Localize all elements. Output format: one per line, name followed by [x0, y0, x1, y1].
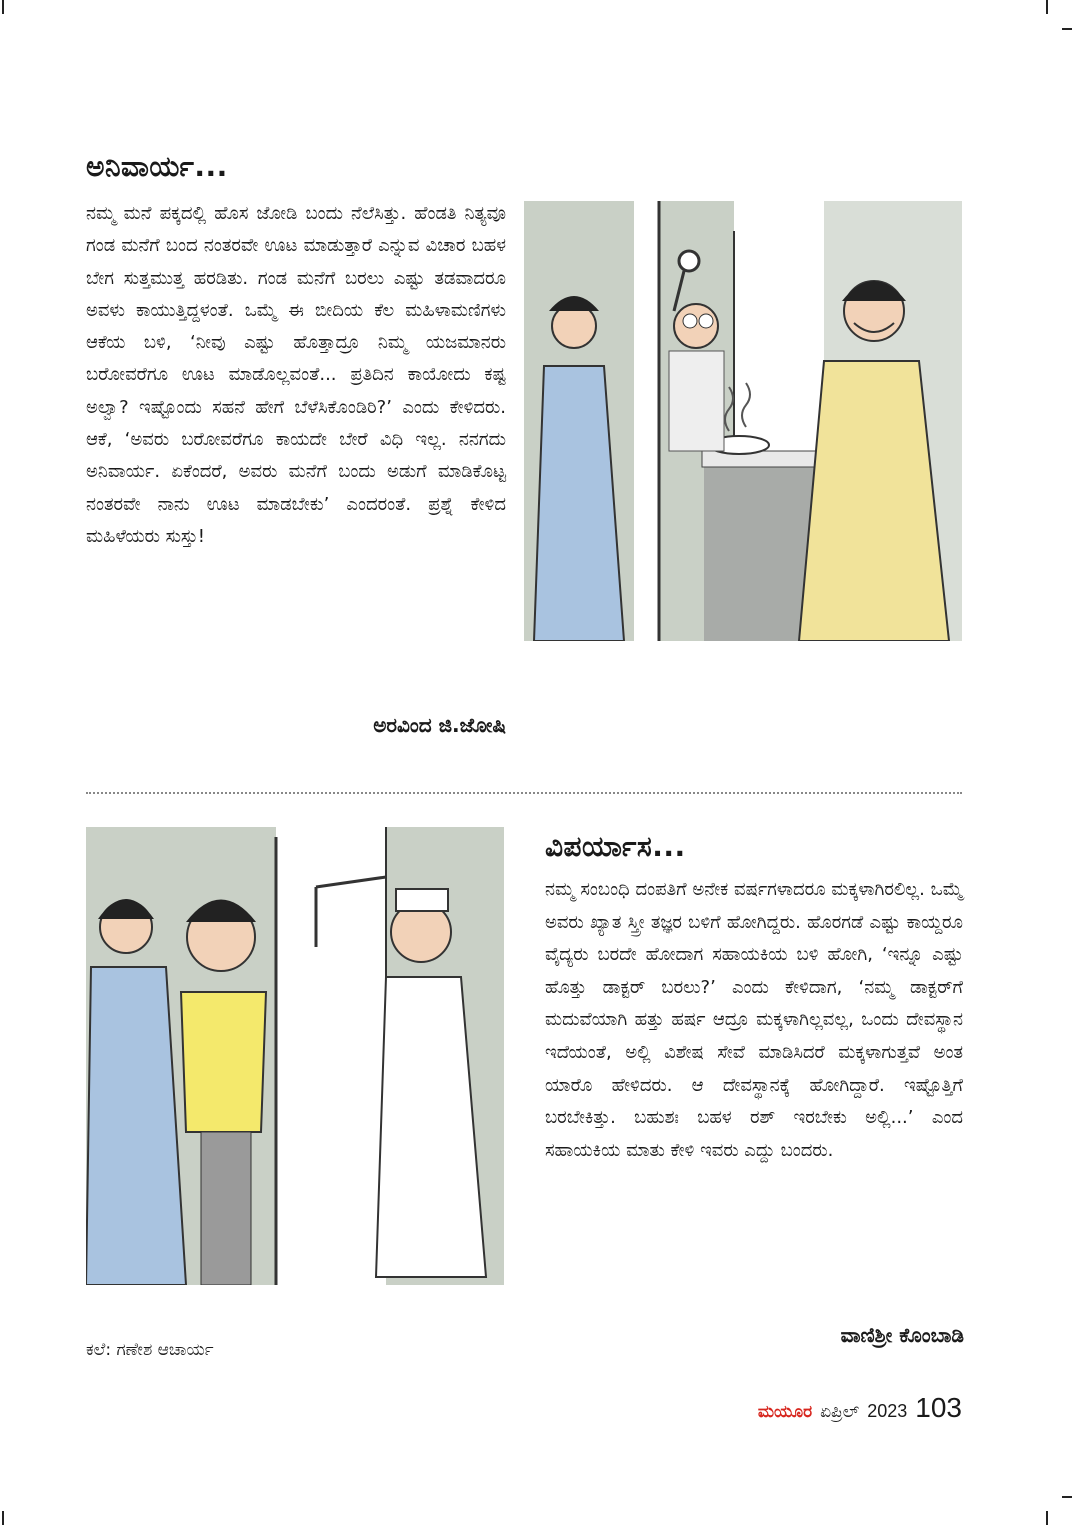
crop-mark	[2, 0, 4, 14]
crop-mark	[1062, 1496, 1072, 1498]
story1-author: ಅರವಿಂದ ಜಿ.ಜೋಷಿ	[373, 713, 506, 737]
story2-author: ವಾಣಿಶ್ರೀ ಕೊಂಬಾಡಿ	[840, 1323, 964, 1347]
magazine-brand: ಮಯೂರ	[757, 1402, 813, 1422]
crop-mark	[1046, 0, 1048, 14]
issue-year: 2023	[867, 1401, 908, 1421]
crop-mark	[2, 1511, 4, 1525]
story1-body: ನಮ್ಮ ಮನೆ ಪಕ್ಕದಲ್ಲಿ ಹೊಸ ಜೋಡಿ ಬಂದು ನೆಲೆಸಿತ್ತು. ಹೆಂಡತಿ ನಿತ್ಯವೂ ಗಂಡ ಮನೆಗೆ ಬಂದ ನಂತರವೇ ಊಟ ಮಾಡುತ್ತಾರೆ ಎನ್ನುವ ವಿಚಾರ ಬಹಳ ಬೇಗ ಸುತ್ತಮುತ್ತ ಹರಡಿತು. ಗಂಡ ಮನೆಗೆ ಬರಲು ಎಷ್ಟು ತಡವಾದರೂ ಅವಳು ಕಾಯುತ್ತಿದ್ದಳಂತೆ. ಒಮ್ಮೆ ಈ ಬೀದಿಯ ಕೆಲ ಮಹಿಳಾಮಣಿಗಳು ಆಕೆಯ ಬಳಿ, ‘ನೀವು ಎಷ್ಟು ಹೊತ್ತಾದ್ರೂ ನಿಮ್ಮ ಯಜಮಾನರು ಬರೋವರೆಗೂ ಊಟ ಮಾಡೊಲ್ಲವಂತೆ... ಪ್ರತಿದಿನ ಕಾಯೋದು ಕಷ್ಟ ಅಲ್ವಾ? ಇಷ್ಟೊಂದು ಸಹನೆ ಹೇಗೆ ಬೆಳೆಸಿಕೊಂಡಿರಿ?’ ಎಂದು ಕೇಳಿದರು. ಆಕೆ, ‘ಅವರು ಬರೋವರೆಗೂ ಕಾಯದೇ ಬೇರೆ ವಿಧಿ ಇಲ್ಲ. ನನಗದು ಅನಿವಾರ್ಯ. ಏಕೆಂದರೆ, ಅವರು ಮನೆಗೆ ಬಂದು ಅಡುಗೆ ಮಾಡಿಕೊಟ್ಟ ನಂತರವೇ ನಾನು ಊಟ ಮಾಡಬೇಕು’ ಎಂದರಂತೆ. ಪ್ರಶ್ನೆ ಕೇಳಿದ ಮಹಿಳೆಯರು ಸುಸ್ತು!	[86, 203, 506, 547]
illustration-clinic-cartoon	[86, 827, 504, 1285]
kitchen-cartoon-drawing	[524, 201, 962, 641]
story2-body: ನಮ್ಮ ಸಂಬಂಧಿ ದಂಪತಿಗೆ ಅನೇಕ ವರ್ಷಗಳಾದರೂ ಮಕ್ಕಳಾಗಿರಲಿಲ್ಲ. ಒಮ್ಮೆ ಅವರು ಖ್ಯಾತ ಸ್ತ್ರೀ ತಜ್ಞರ ಬಳಿಗೆ ಹೋಗಿದ್ದರು. ಹೊರಗಡೆ ಎಷ್ಟು ಕಾಯ್ದರೂ ವೈದ್ಯರು ಬರದೇ ಹೋದಾಗ ಸಹಾಯಕಿಯ ಬಳಿ ಹೋಗಿ, ‘ಇನ್ನೂ ಎಷ್ಟು ಹೊತ್ತು ಡಾಕ್ಟರ್ ಬರಲು?’ ಎಂದು ಕೇಳಿದಾಗ, ‘ನಮ್ಮ ಡಾಕ್ಟರ್‌ಗೆ ಮದುವೆಯಾಗಿ ಹತ್ತು ಹರ್ಷ ಆದ್ರೂ ಮಕ್ಕಳಾಗಿಲ್ಲವಲ್ಲ, ಒಂದು ದೇವಸ್ಥಾನ ಇದೆಯಂತೆ, ಅಲ್ಲಿ ವಿಶೇಷ ಸೇವೆ ಮಾಡಿಸಿದರೆ ಮಕ್ಕಳಾಗುತ್ತವೆ ಅಂತ ಯಾರೊ ಹೇಳಿದರು. ಆ ದೇವಸ್ಥಾನಕ್ಕೆ ಹೋಗಿದ್ದಾರೆ. ಇಷ್ಟೊತ್ತಿಗೆ ಬರಬೇಕಿತ್ತು. ಬಹುಶಃ ಬಹಳ ರಶ್ ಇರಬೇಕು ಅಲ್ಲಿ...’ ಎಂದ ಸಹಾಯಕಿಯ ಮಾತು ಕೇಳಿ ಇವರು ಎದ್ದು ಬಂದರು.	[545, 879, 963, 1161]
story2-title: ವಿಪರ್ಯಾಸ...	[545, 830, 686, 863]
issue-month: ಏಪ್ರಿಲ್	[820, 1402, 860, 1422]
page-footer	[758, 1392, 962, 1424]
clinic-cartoon-drawing	[86, 827, 504, 1285]
illustration-kitchen-cartoon	[524, 201, 962, 641]
crop-mark	[1062, 28, 1072, 30]
section-divider	[86, 792, 962, 794]
page-number: 103	[915, 1392, 962, 1423]
illustration-credit: ಕಲೆ: ಗಣೇಶ ಆಚಾರ್ಯ	[86, 1340, 214, 1360]
story1-title: ಅನಿವಾರ್ಯ...	[86, 150, 228, 183]
crop-mark	[1046, 1511, 1048, 1525]
